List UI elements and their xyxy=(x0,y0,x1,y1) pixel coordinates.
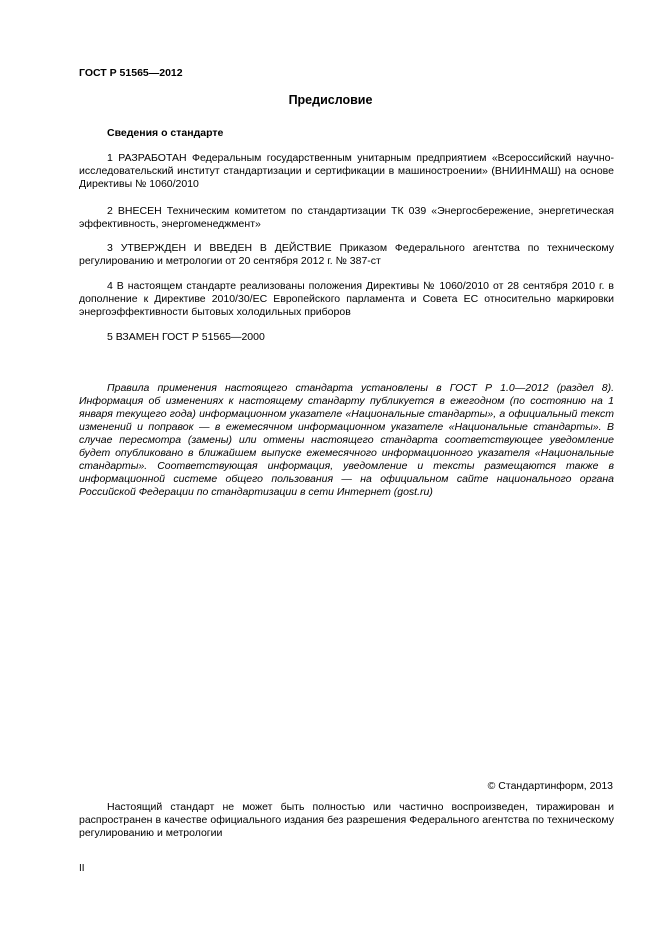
item-developed: 1 РАЗРАБОТАН Федеральным государственным унитарным предприятием «Всероссийский научно-исследовательский институт стандартизации и сертификации в машиностроении» (ВНИИНМАШ) на основе Директивы № 1060/2010 xyxy=(79,152,614,190)
item-directive-provisions: 4 В настоящем стандарте реализованы положения Директивы № 1060/2010 от 28 сентября 2010 г. в дополнение к Директиве 2010/30/ЕС Европейского парламента и Совета ЕС относительно маркировки энергоэффективности бытовых холодильных приборов xyxy=(79,280,614,318)
item-submitted: 2 ВНЕСЕН Техническим комитетом по стандартизации ТК 039 «Энергосбережение, энергетическая эффективность, энергоменеджмент» xyxy=(79,205,614,230)
item-approved: 3 УТВЕРЖДЕН И ВВЕДЕН В ДЕЙСТВИЕ Приказом Федерального агентства по техническому регулированию и метрологии от 20 сентября 2012 г. № 387-ст xyxy=(79,242,614,267)
page-title: Предисловие xyxy=(288,93,373,107)
section-subheading: Сведения о стандарте xyxy=(107,127,224,139)
item-replaces: 5 ВЗАМЕН ГОСТ Р 51565—2000 xyxy=(107,331,265,343)
page-number: II xyxy=(79,863,85,874)
rules-note: Правила применения настоящего стандарта установлены в ГОСТ Р 1.0—2012 (раздел 8). Информация об изменениях к настоящему стандарту публикуется в ежегодном (по состоянию на 1 января текущего года) информационном указателе «Национальные стандарты», а официальный текст изменений и поправок — в ежемесячном информационном указателе «Национальные стандарты». В случае пересмотра (замены) или отмены настоящего стандарта соответствующее уведомление будет опубликовано в ближайшем выпуске ежемесячного информационного указателя «Национальные стандарты». Соответствующая информация, уведомление и тексты размещаются также в информационной системе общего пользования — на официальном сайте национального органа Российской Федерации по стандартизации в сети Интернет (gost.ru) xyxy=(79,382,614,498)
document-header: ГОСТ Р 51565—2012 xyxy=(79,67,183,79)
reproduction-notice: Настоящий стандарт не может быть полностью или частично воспроизведен, тиражирован и распространен в качестве официального издания без разрешения Федерального агентства по техническому регулированию и метрологии xyxy=(79,801,614,839)
copyright-notice: © Стандартинформ, 2013 xyxy=(487,780,613,792)
